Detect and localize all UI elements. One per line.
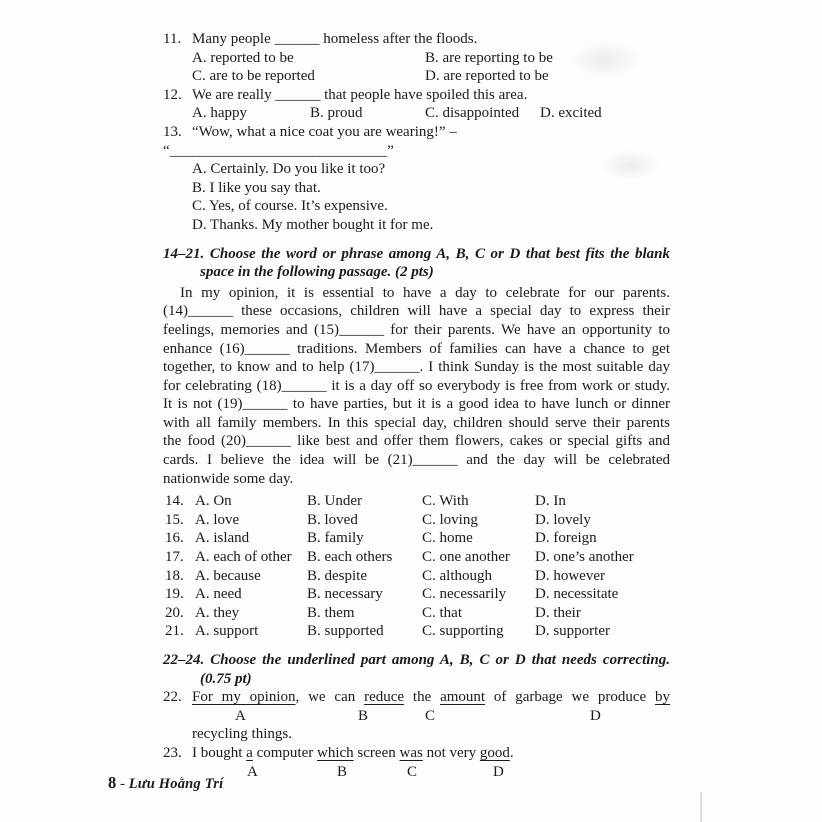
mc-cell-d: D. foreign (535, 530, 597, 547)
mc-cell-b: B. each others (307, 549, 393, 566)
letter-a: A (235, 707, 246, 724)
option: D. excited (540, 105, 602, 122)
scan-smudge (570, 40, 640, 80)
mc-cell-b: B. necessary (307, 586, 383, 603)
underlined-segment: good (479, 744, 510, 761)
mc-cell-a: A. each of other (195, 549, 292, 566)
letter-c: C (425, 707, 436, 724)
letter-d: D (590, 707, 601, 724)
underlined-segment: amount (440, 689, 486, 706)
passage-line: feelings, memories and (15)______ for their parents. We have an opportunity to (163, 321, 670, 338)
mc-number: 19. (165, 586, 184, 603)
text-segment: . (509, 744, 514, 761)
mc-cell-a: A. because (195, 567, 261, 584)
option: B. I like you say that. (192, 179, 321, 196)
underlined-segment: a (246, 744, 253, 761)
mc-number: 17. (165, 549, 184, 566)
mc-cell-c: C. that (422, 604, 462, 621)
passage-line: (14)______ these occasions, children will have a special day to express their (163, 303, 670, 320)
passage-line: enhance (16)______ traditions. Members of families can have a chance to get (163, 340, 670, 357)
question-13 (163, 123, 670, 235)
mc-number: 18. (165, 567, 184, 584)
stem-continuation: recycling things. (192, 726, 292, 743)
question-22 (163, 688, 670, 744)
question-number: 22. (163, 689, 182, 706)
mc-cell-c: C. necessarily (422, 586, 507, 603)
question-stem (163, 86, 670, 105)
question-stem (163, 744, 670, 763)
passage-line: cards. I believe the idea will be (21)______ and the day will be celebrated (163, 452, 670, 469)
mc-row (163, 511, 670, 530)
mc-cell-b: B. despite (307, 567, 367, 584)
footer-separator: - (120, 776, 125, 792)
section-heading-line2: (0.75 pt) (200, 670, 252, 687)
text-segment: screen (353, 744, 400, 761)
mc-row (163, 585, 670, 604)
option: A. reported to be (192, 49, 294, 66)
author-name: Lưu Hoằng Trí (128, 776, 224, 792)
option: B. are reporting to be (425, 49, 553, 66)
mc-cell-d: D. lovely (535, 511, 591, 528)
passage-line: In my opinion, it is essential to have a day to celebrate for our parents. (180, 284, 670, 301)
mc-row (163, 604, 670, 623)
mc-cell-c: C. home (422, 530, 473, 547)
passage-line: It is not (19)______ to have parties, but it is a good idea to have lunch or dinner (163, 396, 670, 413)
mc-row (163, 567, 670, 586)
letter-d: D (493, 763, 504, 780)
question-number: 13. (163, 123, 182, 140)
option: A. Certainly. Do you like it too? (192, 161, 386, 178)
letter-b: B (358, 707, 369, 724)
mc-cell-c: C. loving (422, 511, 478, 528)
mc-number: 20. (165, 604, 184, 621)
passage-line: with all family members. In this special day, children should serve their parents (163, 414, 670, 431)
question-stem (163, 123, 670, 160)
option: C. are to be reported (192, 68, 315, 85)
section-heading-line2: space in the following passage. (2 pts) (200, 264, 434, 281)
text-segment: not very (422, 744, 480, 761)
underlined-segment: by (655, 689, 671, 706)
question-text: “Wow, what a nice coat you are wearing!” – “_____________________________” (163, 123, 457, 159)
underlined-segment: was (399, 744, 423, 761)
mc-cell-a: A. On (195, 493, 232, 510)
mc-cell-b: B. them (307, 604, 355, 621)
options-grid (163, 104, 670, 123)
option: D. are reported to be (425, 68, 549, 85)
option: C. Yes, of course. It’s expensive. (192, 198, 388, 215)
question-number: 11. (163, 31, 182, 47)
underlined-segment: which (317, 744, 354, 761)
text-segment: I bought (192, 744, 247, 761)
mc-number: 16. (165, 530, 184, 547)
mc-cell-c: C. one another (422, 549, 510, 566)
question-number: 12. (163, 86, 182, 103)
mc-cell-d: D. supporter (535, 623, 610, 640)
passage-line: for celebrating (18)______ it is a day off so everybody is free from work or study. (163, 377, 670, 394)
mc-row (163, 622, 670, 641)
text-segment: , we can (295, 689, 365, 706)
mc-cell-b: B. supported (307, 623, 384, 640)
mc-cell-c: C. supporting (422, 623, 504, 640)
text-segment: of garbage we produce (485, 689, 656, 706)
letter-a: A (247, 763, 258, 780)
mc-row (163, 529, 670, 548)
text-segment: the (404, 689, 441, 706)
cloze-passage (163, 284, 670, 489)
section-heading-line1: 14–21. Choose the word or phrase among A, B, C or D that best fits the blank (163, 245, 670, 262)
mc-cell-a: A. island (195, 530, 250, 547)
passage-line: the food (20)______ like best and offer them flowers, cakes or special gifts and (163, 433, 670, 450)
section-heading-14-21 (163, 245, 670, 282)
mc-cell-d: D. their (535, 604, 581, 621)
mc-cell-a: A. they (195, 604, 240, 621)
mc-cell-d: D. one’s another (535, 549, 634, 566)
mc-cell-c: C. With (422, 493, 469, 510)
mc-cell-a: A. support (195, 623, 259, 640)
option: D. Thanks. My mother bought it for me. (192, 216, 434, 233)
question-23 (163, 744, 670, 781)
answer-letter-row (163, 707, 670, 726)
passage-line: nationwide some day. (163, 470, 294, 487)
section-heading-line1: 22–24. Choose the underlined part among A, B, C or D that needs correcting. (163, 652, 670, 668)
underlined-segment: reduce (364, 689, 405, 706)
underlined-segment: For my opinion (192, 689, 296, 706)
mc-cell-b: B. Under (307, 493, 362, 510)
mc-cell-c: C. although (422, 567, 492, 584)
mc-cell-b: B. loved (307, 511, 358, 528)
section-heading-22-24 (163, 651, 670, 688)
question-12 (163, 86, 670, 123)
mc-cell-d: D. In (535, 493, 566, 510)
option: B. proud (310, 105, 363, 122)
mc-cell-d: D. necessitate (535, 586, 619, 603)
letter-b: B (337, 763, 348, 780)
mc-number: 15. (165, 511, 184, 528)
mc-number: 21. (165, 623, 184, 640)
question-text: We are really ______ that people have spoiled this area. (192, 86, 528, 103)
mc-number: 14. (165, 493, 184, 510)
passage-line: together, to know and to help (17)______. I think Sunday is the most suitable day (163, 359, 670, 376)
mc-options-table (163, 492, 670, 641)
mc-row (163, 492, 670, 511)
mc-cell-b: B. family (307, 530, 364, 547)
question-number: 23. (163, 744, 182, 761)
page-body (163, 30, 670, 781)
mc-row (163, 548, 670, 567)
text-segment: computer (252, 744, 317, 761)
mc-cell-d: D. however (535, 567, 605, 584)
option: C. disappointed (425, 105, 520, 122)
answer-letter-row (163, 763, 670, 782)
scan-smudge (600, 150, 660, 180)
mc-cell-a: A. need (195, 586, 242, 603)
mc-cell-a: A. love (195, 511, 240, 528)
question-stem (163, 688, 670, 707)
question-text: Many people ______ homeless after the floods. (192, 31, 478, 47)
option: A. happy (192, 105, 247, 122)
page-number: 8 (108, 773, 117, 792)
scan-artifact-line (700, 792, 702, 822)
page-footer (108, 774, 223, 794)
letter-c: C (407, 763, 418, 780)
